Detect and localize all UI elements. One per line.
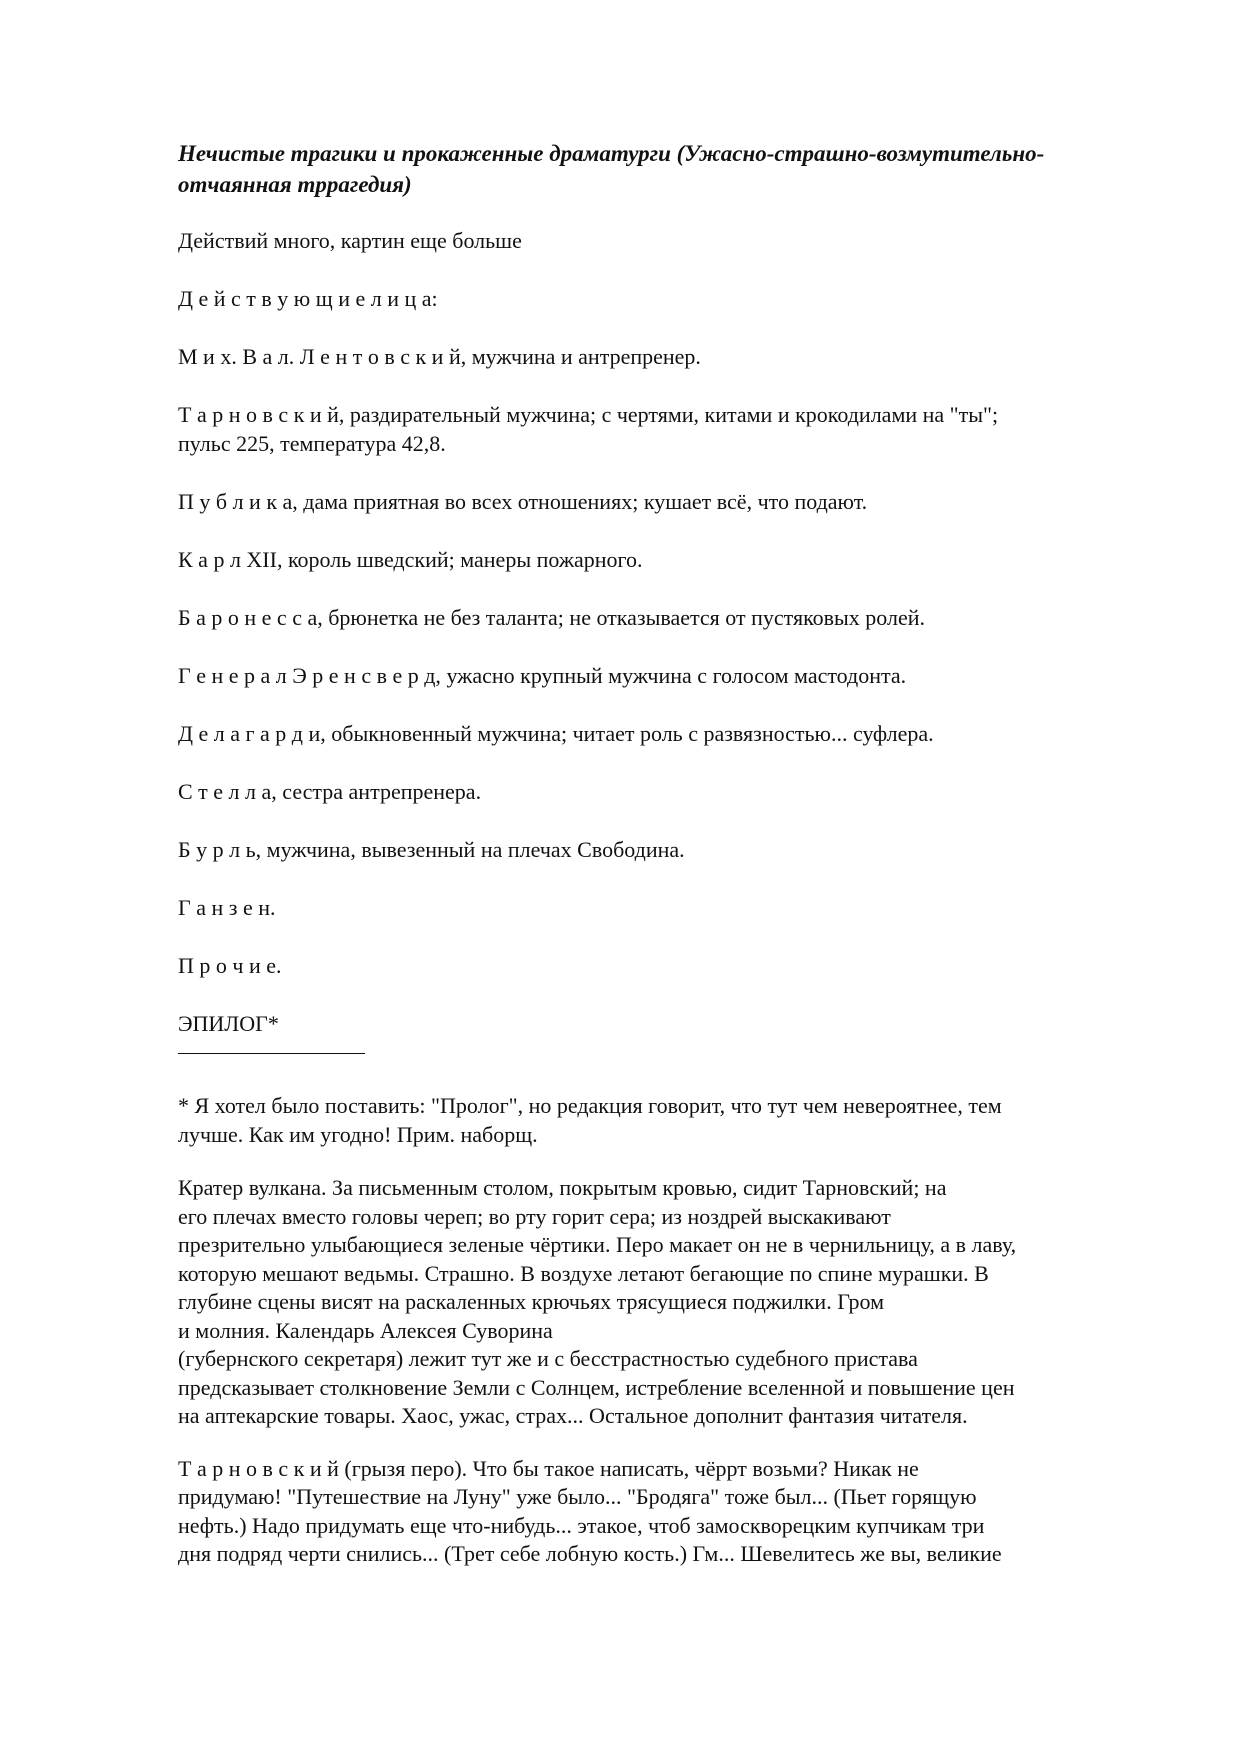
speaker-name: Т а р н о в с к и й (178, 1455, 339, 1481)
cast-desc: обыкновенный мужчина; читает роль с развязностью... суфлера. (325, 721, 934, 746)
cast-desc: сестра антрепренера. (276, 779, 482, 804)
scene-line: и молния. Календарь Алексея Суворина (178, 1317, 553, 1343)
cast-desc: дама приятная во всех отношениях; кушает всё, что подают. (297, 489, 868, 514)
cast-name: С т е л л а, (178, 779, 277, 804)
cast-item (178, 777, 1158, 806)
speech-line: (грызя перо). Что бы такое написать, чёррт возьми? Никак не (338, 1455, 919, 1481)
cast-item (178, 400, 1158, 458)
speech-line: дня подряд черти снились... (Трет себе лобную кость.) Гм... Шевелитесь же вы, великие (178, 1541, 1002, 1566)
cast-name: К а р л XII, (178, 547, 283, 572)
cast-item (178, 893, 1158, 922)
cast-item (178, 487, 1158, 516)
cast-desc: ужасно крупный мужчина с голосом мастодонта. (440, 663, 907, 688)
cast-heading: Д е й с т в у ю щ и е л и ц а: (178, 286, 438, 311)
scene-line: презрительно улыбающиеся зеленые чёртики. Перо макает он не в чернильницу, а в лаву, (178, 1232, 1017, 1257)
footnote-line: лучше. Как им угодно! Прим. наборщ. (178, 1121, 538, 1147)
epilogue-heading: ЭПИЛОГ* (178, 1011, 279, 1036)
scene-line: глубине сцены висят на раскаленных крючьях трясущиеся поджилки. Гром (178, 1289, 885, 1314)
footnote-divider (178, 1053, 365, 1054)
speech-line: придумаю! "Путешествие на Луну" уже было... "Бродяга" тоже был... (Пьет горящую (178, 1484, 977, 1509)
cast-item (178, 661, 1158, 690)
cast-name: П у б л и к а, (178, 489, 298, 514)
title-line: отчаянная тррагедия) (178, 172, 412, 197)
cast-item (178, 545, 1158, 574)
cast-desc: брюнетка не без таланта; не отказывается от пустяковых ролей. (322, 605, 926, 630)
scene-description (178, 1174, 1158, 1431)
speech-line: нефть.) Надо придумать еще что-нибудь... этакое, чтоб замоскворецким купчикам три (178, 1512, 985, 1538)
cast-name: Т а р н о в с к и й, (178, 402, 345, 427)
speech (178, 1455, 1158, 1569)
cast-name: Д е л а г а р д и, (178, 721, 326, 746)
cast-name: Б а р о н е с с а, (178, 605, 323, 630)
cast-item (178, 835, 1158, 864)
scene-line: (губернского секретаря) лежит тут же и с бесстрастностью судебного пристава (178, 1346, 918, 1371)
cast-name: Г а н з е н. (178, 895, 276, 920)
cast-desc: мужчина, вывезенный на плечах Свободина. (261, 837, 685, 862)
document-title (178, 138, 1158, 200)
cast-desc: раздирательный мужчина; с чертями, китами и крокодилами на "ты"; (344, 402, 999, 427)
cast-item (178, 951, 1158, 980)
scene-line: его плечах вместо головы череп; во рту горит сера; из ноздрей выскакивают (178, 1203, 891, 1229)
cast-name: П р о ч и е. (178, 953, 282, 978)
scene-line: Кратер вулкана. За письменным столом, покрытым кровью, сидит Тарновский; на (178, 1175, 947, 1200)
cast-item (178, 603, 1158, 632)
scene-line: предсказывает столкновение Земли с Солнцем, истребление вселенной и повышение цен (178, 1374, 1015, 1400)
cast-desc: король шведский; манеры пожарного. (282, 547, 643, 572)
subtitle: Действий много, картин еще больше (178, 228, 522, 253)
cast-desc: мужчина и антрепренер. (466, 344, 701, 369)
scene-line: которую мешают ведьмы. Страшно. В воздухе летают бегающие по спине мурашки. В (178, 1260, 989, 1286)
cast-name: Г е н е р а л Э р е н с в е р д, (178, 663, 441, 688)
footnote (178, 1092, 1158, 1149)
scene-line: на аптекарские товары. Хаос, ужас, страх... Остальное дополнит фантазия читателя. (178, 1403, 968, 1428)
cast-item (178, 342, 1158, 371)
footnote-line: * Я хотел было поставить: "Пролог", но редакция говорит, что тут чем невероятнее, тем (178, 1093, 1002, 1118)
title-line: Нечистые трагики и прокаженные драматурги (Ужасно-страшно-возмутительно- (178, 141, 1045, 166)
document-page (178, 138, 1158, 1593)
cast-name: Б у р л ь, (178, 837, 262, 862)
cast-item (178, 719, 1158, 748)
cast-desc-continued: пульс 225, температура 42,8. (178, 431, 446, 456)
cast-name: М и х. В а л. Л е н т о в с к и й, (178, 344, 467, 369)
